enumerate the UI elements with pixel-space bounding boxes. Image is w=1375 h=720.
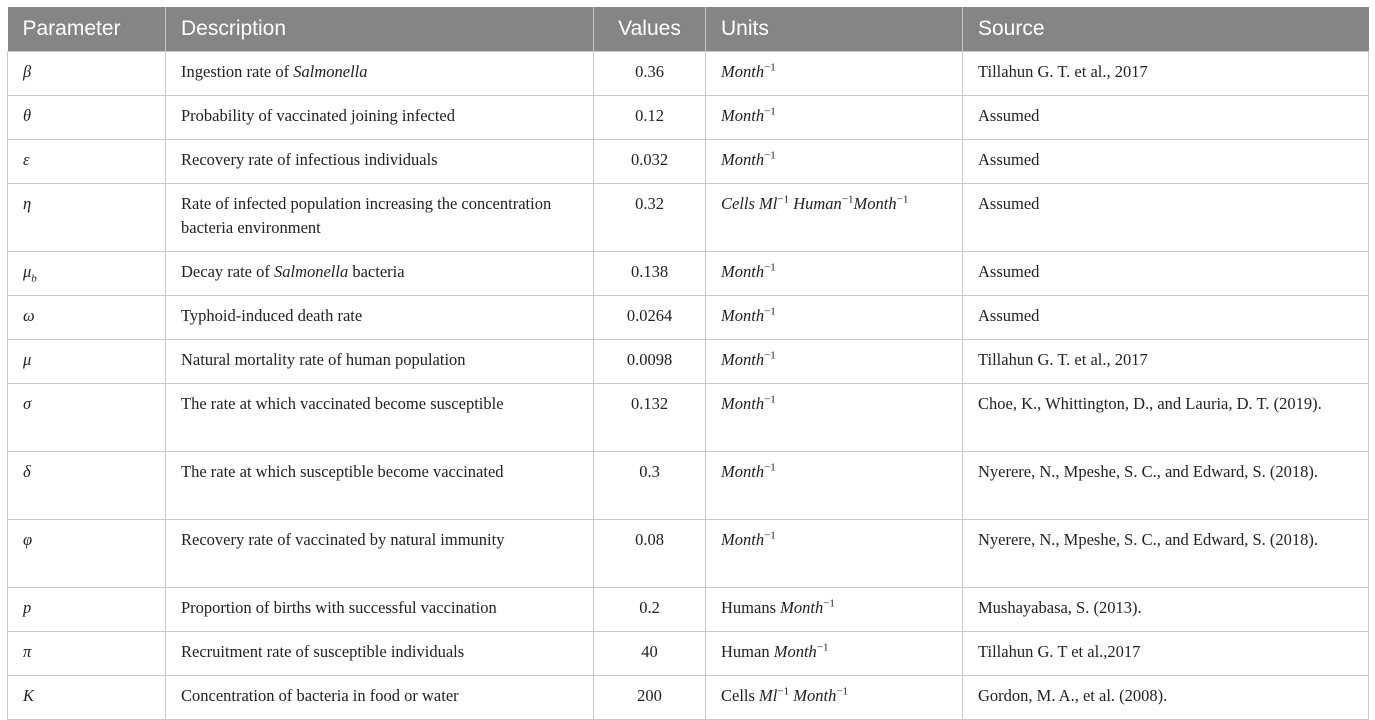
param-source: Assumed bbox=[963, 96, 1369, 140]
symbol-text: K bbox=[23, 686, 35, 705]
param-description bbox=[166, 632, 594, 676]
param-units bbox=[706, 632, 963, 676]
symbol-text: p bbox=[23, 598, 32, 617]
symbol-text: ω bbox=[23, 306, 35, 325]
unit-exponent: −1 bbox=[764, 61, 776, 74]
param-value: 0.08 bbox=[594, 520, 706, 588]
unit-exponent: −1 bbox=[764, 461, 776, 474]
unit-italic: Month bbox=[721, 262, 765, 281]
param-units bbox=[706, 340, 963, 384]
param-source: Gordon, M. A., et al. (2008). bbox=[963, 676, 1369, 720]
param-units bbox=[706, 96, 963, 140]
unit-exponent: −1 bbox=[764, 261, 776, 274]
description-text: The rate at which susceptible become vaccinated bbox=[181, 462, 504, 481]
param-description bbox=[166, 588, 594, 632]
param-symbol bbox=[8, 588, 166, 632]
param-description bbox=[166, 184, 594, 252]
param-units bbox=[706, 452, 963, 520]
unit-text: Human bbox=[721, 642, 774, 661]
param-value: 0.138 bbox=[594, 252, 706, 296]
param-units bbox=[706, 296, 963, 340]
param-units bbox=[706, 184, 963, 252]
symbol-text: ε bbox=[23, 150, 30, 169]
symbol-text: σ bbox=[23, 394, 32, 413]
param-symbol bbox=[8, 252, 166, 296]
symbol-text: φ bbox=[23, 530, 33, 549]
table-row bbox=[8, 252, 1369, 296]
param-symbol bbox=[8, 296, 166, 340]
param-value: 0.32 bbox=[594, 184, 706, 252]
unit-italic: Month bbox=[721, 350, 765, 369]
param-value: 0.032 bbox=[594, 140, 706, 184]
param-symbol bbox=[8, 96, 166, 140]
param-description bbox=[166, 452, 594, 520]
table-row bbox=[8, 296, 1369, 340]
unit-text: Cells bbox=[721, 686, 760, 705]
description-text: Ingestion rate of bbox=[181, 62, 294, 81]
description-text: Natural mortality rate of human population bbox=[181, 350, 466, 369]
param-symbol bbox=[8, 632, 166, 676]
description-text: Rate of infected population increasing the concentration bacteria environment bbox=[181, 194, 552, 237]
symbol-text: δ bbox=[23, 462, 31, 481]
param-units bbox=[706, 520, 963, 588]
description-text: bacteria bbox=[348, 262, 405, 281]
unit-italic: Month bbox=[721, 106, 765, 125]
table-body bbox=[8, 52, 1369, 720]
unit-italic: Month bbox=[793, 686, 837, 705]
param-units bbox=[706, 676, 963, 720]
unit-exponent: −1 bbox=[836, 685, 849, 698]
unit-exponent: −1 bbox=[777, 193, 790, 206]
description-text: The rate at which vaccinated become susceptible bbox=[181, 394, 504, 413]
description-text: Proportion of births with successful vaccination bbox=[181, 598, 497, 617]
param-description bbox=[166, 96, 594, 140]
param-source: Mushayabasa, S. (2013). bbox=[963, 588, 1369, 632]
table-row bbox=[8, 384, 1369, 452]
param-symbol bbox=[8, 452, 166, 520]
unit-exponent: −1 bbox=[841, 193, 854, 206]
table-row bbox=[8, 52, 1369, 96]
parameter-table-container bbox=[7, 7, 1368, 720]
table-row bbox=[8, 588, 1369, 632]
unit-italic: Month bbox=[721, 306, 765, 325]
unit-italic: Month bbox=[853, 194, 897, 213]
unit-italic: Month bbox=[721, 462, 765, 481]
param-source: Assumed bbox=[963, 140, 1369, 184]
param-units bbox=[706, 52, 963, 96]
header-values: Values bbox=[594, 7, 706, 52]
unit-italic: Month bbox=[780, 598, 824, 617]
table-row bbox=[8, 184, 1369, 252]
description-text: Recovery rate of infectious individuals bbox=[181, 150, 438, 169]
param-value: 0.36 bbox=[594, 52, 706, 96]
unit-text: Humans bbox=[721, 598, 781, 617]
unit-exponent: −1 bbox=[764, 529, 776, 542]
unit-italic: Month bbox=[773, 642, 817, 661]
param-value: 0.3 bbox=[594, 452, 706, 520]
header-description: Description bbox=[166, 7, 594, 52]
param-description bbox=[166, 252, 594, 296]
table-row bbox=[8, 632, 1369, 676]
table-header-row bbox=[8, 7, 1369, 52]
param-symbol bbox=[8, 140, 166, 184]
param-value: 40 bbox=[594, 632, 706, 676]
symbol-text: β bbox=[23, 62, 32, 81]
param-description bbox=[166, 520, 594, 588]
description-italic: Salmonella bbox=[273, 262, 349, 281]
param-source: Tillahun G. T et al.,2017 bbox=[963, 632, 1369, 676]
param-description bbox=[166, 140, 594, 184]
description-italic: Salmonella bbox=[293, 62, 368, 81]
description-text: Concentration of bacteria in food or water bbox=[181, 686, 459, 705]
unit-italic: Human bbox=[793, 194, 842, 213]
unit-italic: Month bbox=[721, 150, 765, 169]
param-units bbox=[706, 384, 963, 452]
param-source: Assumed bbox=[963, 184, 1369, 252]
description-text: Typhoid-induced death rate bbox=[181, 306, 363, 325]
param-symbol bbox=[8, 676, 166, 720]
param-source: Nyerere, N., Mpeshe, S. C., and Edward, S. (2018). bbox=[963, 520, 1369, 588]
symbol-text: π bbox=[23, 642, 32, 661]
param-description bbox=[166, 340, 594, 384]
unit-exponent: −1 bbox=[764, 149, 776, 162]
symbol-subscript: b bbox=[31, 272, 37, 285]
parameter-table bbox=[7, 7, 1369, 720]
header-source: Source bbox=[963, 7, 1369, 52]
unit-exponent: −1 bbox=[764, 393, 776, 406]
unit-exponent: −1 bbox=[816, 641, 829, 654]
unit-italic: Month bbox=[721, 394, 765, 413]
unit-exponent: −1 bbox=[896, 193, 909, 206]
param-units bbox=[706, 140, 963, 184]
table-row bbox=[8, 340, 1369, 384]
unit-exponent: −1 bbox=[823, 597, 835, 610]
param-description bbox=[166, 296, 594, 340]
description-text: Decay rate of bbox=[181, 262, 274, 281]
unit-italic: Ml bbox=[759, 686, 778, 705]
param-value: 0.2 bbox=[594, 588, 706, 632]
param-source: Assumed bbox=[963, 296, 1369, 340]
table-row bbox=[8, 452, 1369, 520]
param-source: Nyerere, N., Mpeshe, S. C., and Edward, S. (2018). bbox=[963, 452, 1369, 520]
unit-exponent: −1 bbox=[764, 105, 776, 118]
symbol-text: η bbox=[23, 194, 32, 213]
unit-exponent: −1 bbox=[764, 305, 776, 318]
param-value: 0.0264 bbox=[594, 296, 706, 340]
header-parameter: Parameter bbox=[8, 7, 166, 52]
table-row bbox=[8, 520, 1369, 588]
param-description bbox=[166, 384, 594, 452]
symbol-text: μ bbox=[23, 262, 32, 281]
param-value: 0.12 bbox=[594, 96, 706, 140]
param-units bbox=[706, 588, 963, 632]
description-text: Recovery rate of vaccinated by natural immunity bbox=[181, 530, 505, 549]
unit-italic: Month bbox=[721, 62, 765, 81]
param-description bbox=[166, 676, 594, 720]
param-value: 0.0098 bbox=[594, 340, 706, 384]
param-source: Assumed bbox=[963, 252, 1369, 296]
param-value: 200 bbox=[594, 676, 706, 720]
param-symbol bbox=[8, 384, 166, 452]
param-symbol bbox=[8, 520, 166, 588]
param-symbol bbox=[8, 340, 166, 384]
header-units: Units bbox=[706, 7, 963, 52]
table-row bbox=[8, 96, 1369, 140]
table-row bbox=[8, 140, 1369, 184]
param-symbol bbox=[8, 52, 166, 96]
param-units bbox=[706, 252, 963, 296]
param-source: Tillahun G. T. et al., 2017 bbox=[963, 52, 1369, 96]
param-source: Tillahun G. T. et al., 2017 bbox=[963, 340, 1369, 384]
unit-exponent: −1 bbox=[777, 685, 790, 698]
symbol-text: μ bbox=[23, 350, 32, 369]
param-source: Choe, K., Whittington, D., and Lauria, D. T. (2019). bbox=[963, 384, 1369, 452]
table-row bbox=[8, 676, 1369, 720]
description-text: Recruitment rate of susceptible individuals bbox=[181, 642, 465, 661]
description-text: Probability of vaccinated joining infected bbox=[181, 106, 455, 125]
unit-exponent: −1 bbox=[764, 349, 776, 362]
param-symbol bbox=[8, 184, 166, 252]
symbol-text: θ bbox=[23, 106, 32, 125]
param-value: 0.132 bbox=[594, 384, 706, 452]
unit-italic: Cells Ml bbox=[721, 194, 778, 213]
param-description bbox=[166, 52, 594, 96]
unit-italic: Month bbox=[721, 530, 765, 549]
